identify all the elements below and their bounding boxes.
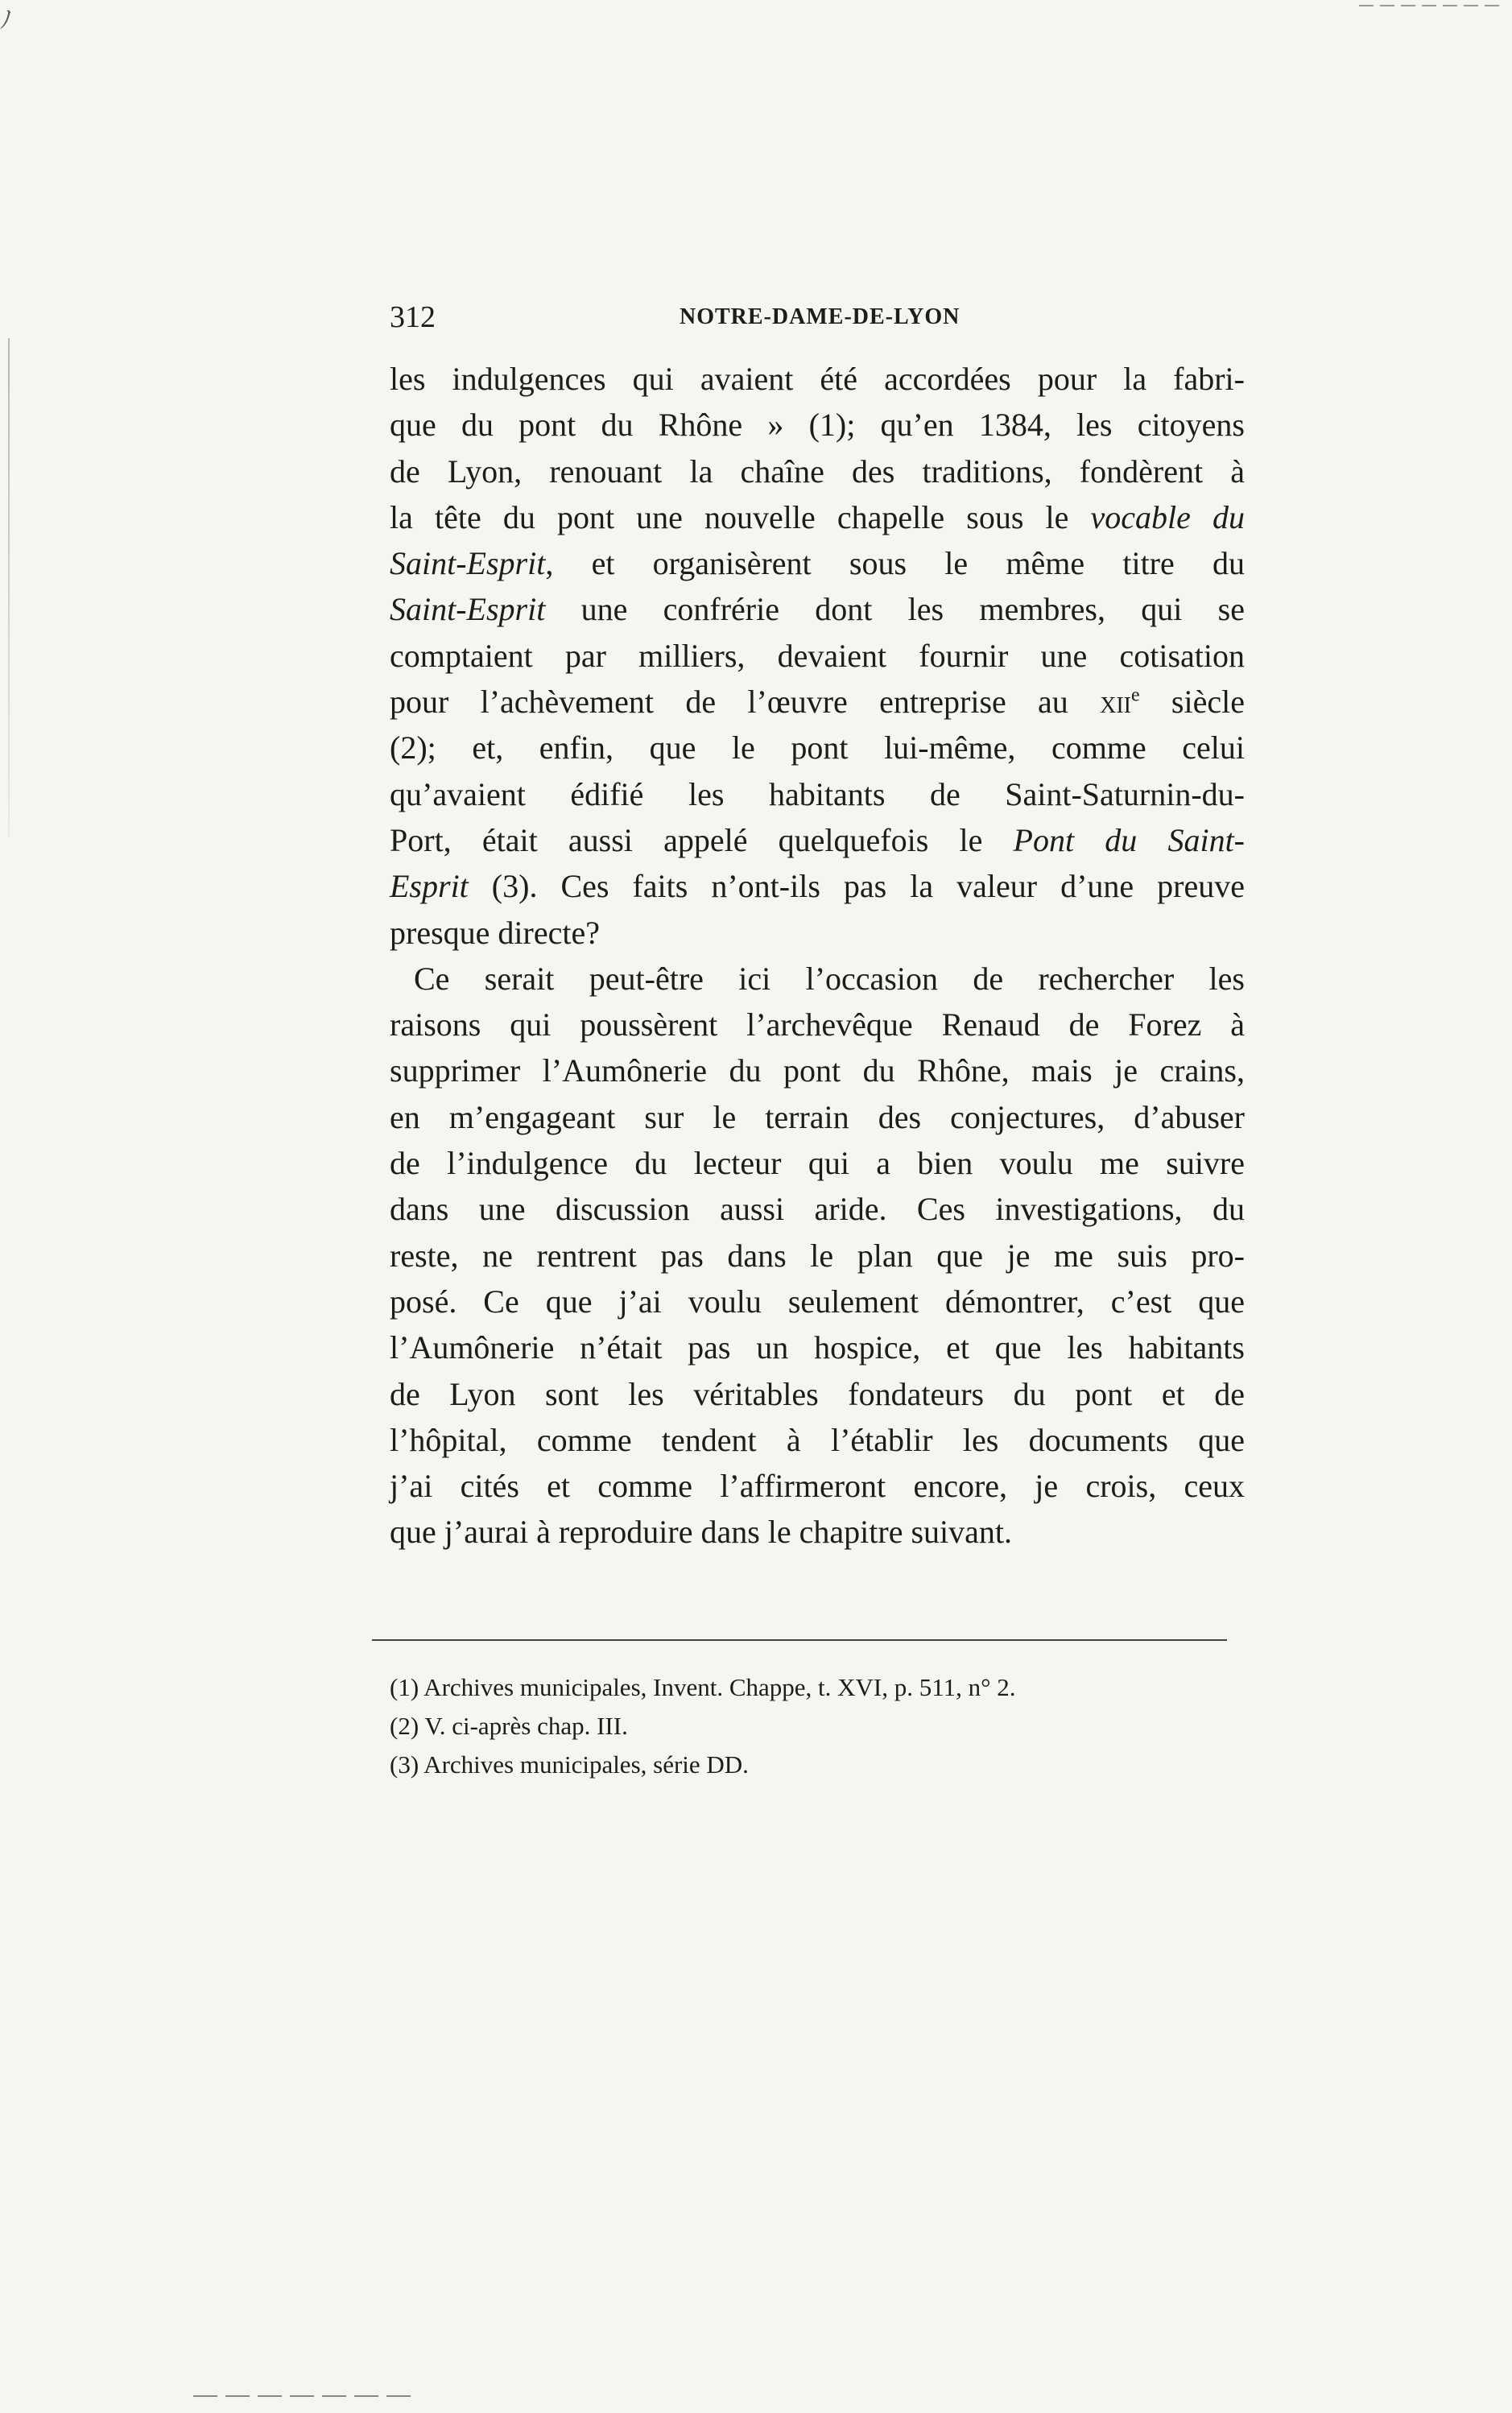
text-line: presque directe?	[390, 914, 600, 951]
left-page-edge	[8, 338, 10, 837]
text-line: l’Aumônerie n’était pas un hospice, et que les habitants	[390, 1329, 1245, 1366]
text-line: Saint-Esprit une confrérie dont les membres, qui se	[390, 591, 1245, 628]
text-line: raisons qui poussèrent l’archevêque Renaud de Forez à	[390, 1006, 1245, 1043]
footnote-2: (2) V. ci-après chap. III.	[390, 1712, 628, 1740]
text-line: les indulgences qui avaient été accordées pour la fabri-	[390, 361, 1245, 397]
footnotes	[390, 1668, 1245, 1784]
corner-mark: ﾉ	[0, 7, 12, 34]
text-line: dans une discussion aussi aride. Ces investigations, du	[390, 1191, 1245, 1228]
text-line: Ce serait peut-être ici l’occasion de rechercher les	[414, 960, 1245, 997]
text-line: posé. Ce que j’ai voulu seulement démontrer, c’est que	[390, 1283, 1245, 1320]
bottom-edge-rule	[193, 2395, 411, 2397]
text-line: Saint-Esprit, et organisèrent sous le même titre du	[390, 545, 1245, 582]
text-line: de Lyon sont les véritables fondateurs du pont et de	[390, 1375, 1245, 1412]
text-line: que du pont du Rhône » (1); qu’en 1384, les citoyens	[390, 407, 1245, 444]
text-line: (2); et, enfin, que le pont lui-même, comme celui	[390, 729, 1245, 766]
text-line: la tête du pont une nouvelle chapelle sous le vocable du	[390, 498, 1245, 535]
text-line: reste, ne rentrent pas dans le plan que je me suis pro-	[390, 1237, 1245, 1274]
page-header	[390, 300, 1245, 340]
text-line: supprimer l’Aumônerie du pont du Rhône, mais je crains,	[390, 1052, 1245, 1089]
text-line: l’hôpital, comme tendent à l’établir les documents que	[390, 1421, 1245, 1458]
text-line: Port, était aussi appelé quelquefois le Pont du Saint-	[390, 821, 1246, 858]
text-line: de l’indulgence du lecteur qui a bien voulu me suivre	[390, 1145, 1245, 1182]
top-edge-rule	[1359, 5, 1504, 6]
body-text	[390, 356, 1245, 1556]
footnote-3: (3) Archives municipales, série DD.	[390, 1750, 749, 1779]
text-line: pour l’achèvement de l’œuvre entreprise au xii$^e$ siècle	[390, 684, 1245, 721]
footnote-separator	[372, 1639, 1227, 1641]
running-title: NOTRE-DAME-DE-LYON	[680, 304, 960, 329]
page-number: 312	[390, 300, 436, 334]
text-line: de Lyon, renouant la chaîne des traditions, fondèrent à	[390, 452, 1245, 490]
text-line: que j’aurai à reproduire dans le chapitre suivant.	[390, 1514, 1013, 1551]
text-line: comptaient par milliers, devaient fournir une cotisation	[390, 637, 1245, 674]
text-line: qu’avaient édifié les habitants de Saint-Saturnin-du-	[390, 775, 1245, 812]
text-line: Esprit (3). Ces faits n’ont-ils pas la valeur d’une preuve	[390, 868, 1245, 905]
footnote-1: (1) Archives municipales, Invent. Chappe, t. XVI, p. 511, n° 2.	[390, 1673, 1016, 1701]
text-line: en m’engageant sur le terrain des conjectures, d’abuser	[390, 1098, 1245, 1135]
text-line: j’ai cités et comme l’affirmeront encore, je crois, ceux	[390, 1468, 1245, 1505]
